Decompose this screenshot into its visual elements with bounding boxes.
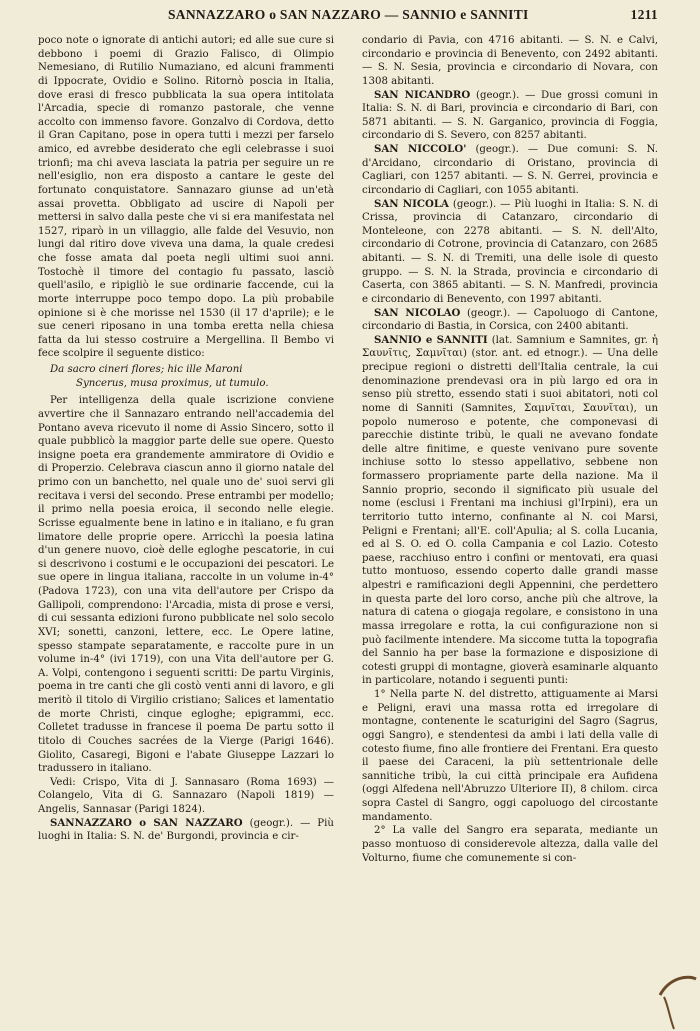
entry-heading: SANNAZZARO o SAN NAZZARO <box>50 816 243 829</box>
entry-text: (lat. Samnium e Samnites, gr. ἡ Σαυνῖτις, Σαμνῖται) (stor. ant. ed etnogr.). — Una delle precipue regioni o distretti dell'Italia centrale, la cui denominazione prendevasi ora in più largo ed ora in senso più stretto, essendo stati i suoi abitatori, noti col nome di Sanniti (Samnites, Σαμνῖται, Σαυνῖται), un popolo numeroso e potente, che componevasi di parecchie distinte tribù, le quali ne avevano fondate delle altre finitime, e queste venivano pure sovente inchiuse sotto lo stesso appellativo, sebbene non formassero propriamente parte della nazione. Ma il Sannio proprio, secondo il significato più usuale del nome (esclusi i Frentani ma inchiusi gl'Irpini), era un territorio tutto interno, confinante al N. coi Marsi, Peligni e Frentani; all'E. coll'Apulia; al S. colla Lucania, ed al S. O. ed O. colla Campania e col Lazio. Cotesto paese, racchiuso entro i confini or mentovati, era quasi tutto montuoso, essendo coperto dalle grandi masse alpestri e ramificazioni degli Appennini, che perdettero in questa parte del loro corso, anche più che altrove, la natura di catena o giogaja regolare, e consistono in una massa irregolare e rotta, la cui configurazione non si può facilmente intendere. Ma siccome tutta la topografia del Sannio ha per base la formazione e disposizione di cotesti gruppi di montagne, gioverà esaminarle alquanto in particolare, notando i seguenti punti: <box>362 334 658 687</box>
entry-heading: SAN NICOLA <box>374 197 449 210</box>
entry-heading: SAN NICANDRO <box>374 88 471 101</box>
entry-text: (geogr.). — Più luoghi in Italia: S. N. di Crissa, provincia di Catanzaro, circondario di Monteleone, con 2278 abitanti. — S. N. dell'Alto, circondario di Cotrone, provincia di Catanzaro, con 2685 abitanti. — S. N. di Tremiti, una delle isole di questo gruppo. — S. N. la Strada, provincia e circondario di Caserta, con 3865 abitanti. — S. N. Manfredi, provincia e circondario di Benevento, con 1997 abitanti. <box>362 198 658 305</box>
entry-heading: SAN NICOLAO <box>374 306 461 319</box>
entry-san-nicolao <box>362 307 658 334</box>
page-number: 1211 <box>630 7 658 22</box>
numbered-point-2: 2° La valle del Sangro era separata, mediante un passo montuoso di considerevole altezza, dalla valle del Volturno, fiume che comunemente si con- <box>362 825 658 864</box>
entry-sannio-sanniti <box>362 334 658 688</box>
epitaph-verse <box>38 363 334 390</box>
entry-san-nicandro <box>362 89 658 144</box>
right-paragraph-1: condario di Pavia, con 4716 abitanti. — S. N. e Calvi, circondario e provincia di Benevento, con 2492 abitanti. — S. N. Sesia, provincia e circondario di Novara, con 1308 abitanti. <box>362 35 658 87</box>
right-column <box>362 34 658 949</box>
left-paragraph-2: Per intelligenza della quale iscrizione conviene avvertire che il Sannazaro entrando nell'accademia del Pontano aveva ricevuto il nome di Assio Sincero, sotto il quale pubblicò la maggior parte delle sue opere. Questo insigne poeta era grandemente ammiratore di Ovidio e di Properzio. Celebrava ciascun anno il giorno natale del primo con un banchetto, nel quale uno de' suoi servi gli recitava i versi del secondo. Prese entrambi per modello; il primo nella poesia eroica, il secondo nelle elegie. Scrisse egualmente bene in latino e in italiano, e fu gran limatore delle proprie opere. Arricchì la poesia latina d'un genere nuovo, cioè delle egloghe pescatorie, in cui si descrivono i costumi e le occupazioni dei pescatori. Le sue opere in lingua italiana, raccolte in un volume in-4° (Padova 1723), con una vita dell'autore per Crispo da Gallipoli, comprendono: l'Arcadia, mista di prose e versi, di cui sessanta edizioni furono pubblicate nel solo secolo XVI; sonetti, canzoni, lettere, ecc. Le Opere latine, spesso stampate separatamente, e raccolte pure in un volume in-4° (ivi 1719), con una Vita dell'autore per G. A. Volpi, contengono i seguenti scritti: De partu Virginis, poema in tre canti che gli costò venti anni di lavoro, e gli meritò il titolo di Virgilio cristiano; Salices et lamentatio de morte Christi, cinque egloghe; epigrammi, ecc. Colletet tradusse in francese il poema De partu sotto il titolo di Couches sacrées de la Vierge (Parigi 1646). Giolito, Casaregi, Bigoni e l'abate Giuseppe Lazzari lo tradussero in italiano. <box>38 395 334 775</box>
verse-line-2: Syncerus, musa proximus, ut tumulo. <box>76 377 269 389</box>
entry-text: (geogr.). — Due comuni: S. N. d'Arcidano, circondario di Oristano, provincia di Cagliari, con 1257 abitanti. — S. N. Gerrei, provincia e circondario di Cagliari, con 1055 abitanti. <box>362 144 658 196</box>
verse-line-1: Da sacro cineri flores; hic ille Maroni <box>50 364 243 375</box>
entry-text: (geogr.). — Due grossi comuni in Italia: S. N. di Bari, provincia e circondario di Bari, con 5871 abitanti. — S. N. Garganico, provincia di Foggia, circondario di S. Severo, con 8257 abitanti. <box>362 89 658 142</box>
entry-text: (geogr.). — Più luoghi in Italia: S. N. de' Burgondi, provincia e cir- <box>38 817 334 843</box>
page-header <box>38 5 658 27</box>
left-references: Vedi: Crispo, Vita di J. Sannasaro (Roma 1693) — Colangelo, Vita di G. Sannazaro (Napoli 1819) — Angelis, Sannasar (Parigi 1824). <box>38 776 334 815</box>
left-column <box>38 34 334 949</box>
entry-heading: SANNIO e SANNITI <box>374 333 488 346</box>
entry-sannazzaro-geogr <box>38 817 334 844</box>
entry-san-nicola <box>362 198 658 307</box>
running-title: SANNAZZARO o SAN NAZZARO — SANNIO e SANNITI <box>168 7 529 22</box>
numbered-point-1: 1° Nella parte N. del distretto, attiguamente ai Marsi e Peligni, eravi una massa rotta ed irregolare di montagne, contenente le scaturigini del Sagro (Sagrus, oggi Sangro), e stendentesi da ambi i lati della valle di cotesto fiume, fino alle frontiere dei Frentani. Era questo il paese dei Caraceni, la più settentrionale delle sannitiche tribù, la cui città principale era Aufidena (oggi Alfedena nell'Abruzzo Ulteriore II), 8 chilom. circa sopra Castel di Sangro, oggi capoluogo del circostante mandamento. <box>362 689 658 823</box>
entry-san-niccolo <box>362 143 658 198</box>
library-stamp-mark <box>640 965 700 1031</box>
entry-heading: SAN NICCOLO' <box>374 143 467 155</box>
left-paragraph-1: poco note o ignorate di antichi autori; ed alle sue cure si debbono i poemi di Grazio Falisco, di Olimpio Nemesiano, di Rutilio Numaziano, ed alcuni frammenti di Ippocrate, Ovidio e Solino. Ritornò poscia in Italia, dove erasi di fresco pubblicata la sua opera intitolata l'Arcadia, specie di romanzo pastorale, che venne accolto con immenso favore. Gonzalvo di Cordova, detto il Gran Capitano, pose in opera tutti i mezzi per farselo amico, ed avrebbe desiderato che egli celebrasse i suoi trionfi; ma chi aveva lasciata la patria per seguire un re nell'esiglio, non era disposto a cantare le geste del fortunato conquistatore. Sannazaro giunse ad un'età assai provetta. Obbligato ad uscire di Napoli per mettersi in salvo dalla peste che vi si era manifestata nel 1527, riparò in un villaggio, alle falde del Vesuvio, non lungi dal ritiro dove viveva una dama, la quale credesi che fosse amata dal poeta negli ultimi suoi anni. Tostochè il timore del contagio fu passato, lasciò quell'asilo, e ripigliò le sue ordinarie faccende, cui la morte interruppe poco tempo dopo. La più probabile opinione si è che morisse nel 1530 (il 17 d'aprile); e le sue ceneri riposano in una tomba eretta nella chiesa fatta da lui stesso costruire a Mergellina. Il Bembo vi fece scolpire il seguente distico: <box>38 35 334 360</box>
stamp-stroke-2 <box>664 997 674 1029</box>
entry-text: (geogr.). — Capoluogo di Cantone, circondario di Bastia, in Corsica, con 2400 abitanti. <box>362 307 658 333</box>
stamp-stroke <box>660 977 696 995</box>
